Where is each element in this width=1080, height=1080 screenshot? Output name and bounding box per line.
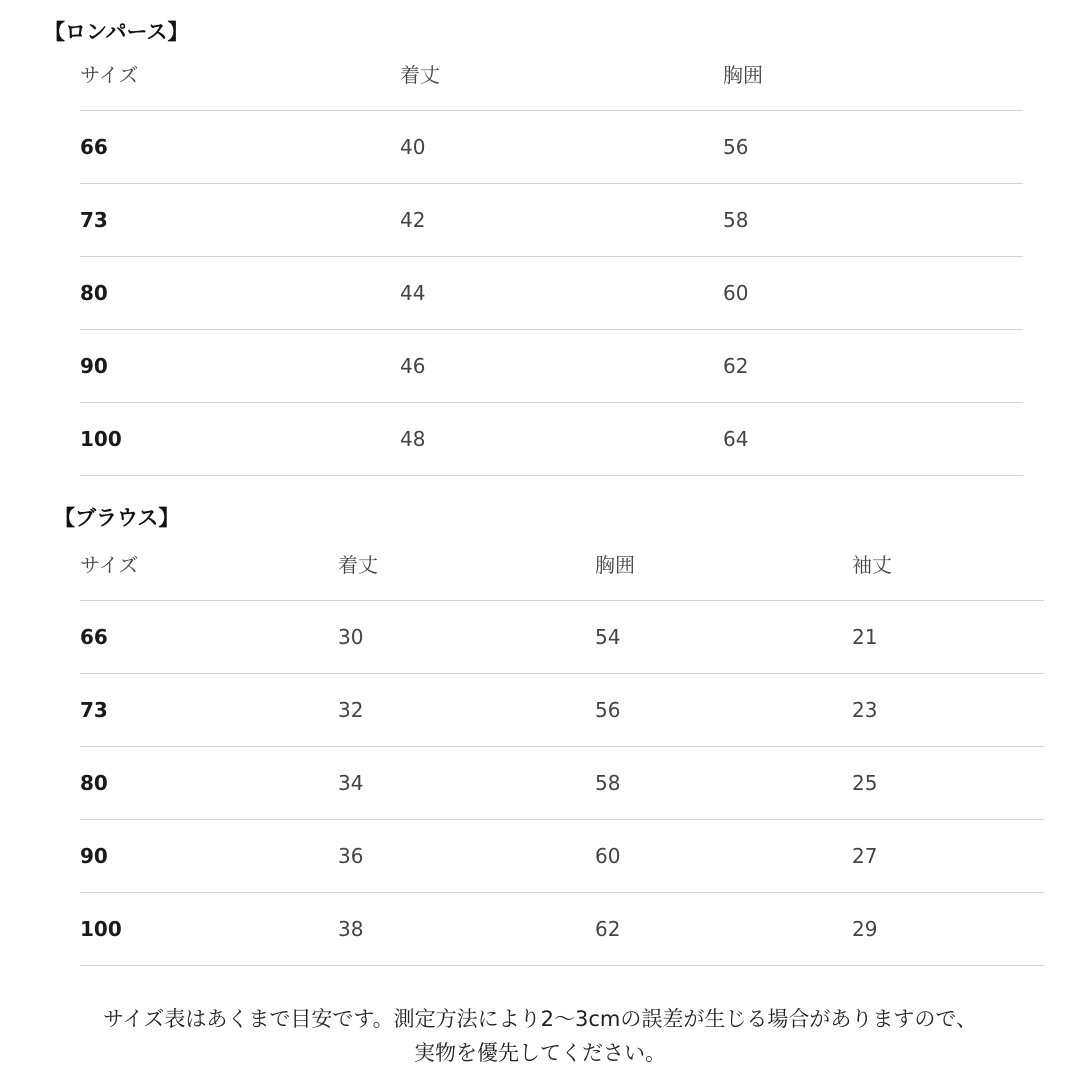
header-length: 着丈 <box>338 552 378 577</box>
sleeve-cell: 29 <box>852 893 1044 966</box>
header-sleeve: 袖丈 <box>852 552 892 577</box>
header-length: 着丈 <box>400 62 440 87</box>
blouse-size-table <box>80 526 1044 966</box>
chest-cell: 54 <box>595 601 852 674</box>
length-cell: 40 <box>400 111 723 184</box>
size-note-line-1: サイズ表はあくまで目安です。測定方法により2〜3cmの誤差が生じる場合がありますので、 <box>103 1007 977 1031</box>
table-header-row <box>80 36 1023 111</box>
sleeve-cell: 21 <box>852 601 1044 674</box>
length-cell: 48 <box>400 403 723 476</box>
table-row <box>80 257 1023 330</box>
romper-section-title: 【ロンパース】 <box>44 20 189 44</box>
table-row <box>80 111 1023 184</box>
table-row <box>80 403 1023 476</box>
sleeve-cell: 23 <box>852 674 1044 747</box>
table-row <box>80 893 1044 966</box>
chest-cell: 58 <box>595 747 852 820</box>
romper-size-table <box>80 36 1023 476</box>
chest-cell: 60 <box>595 820 852 893</box>
length-cell: 46 <box>400 330 723 403</box>
size-cell: 90 <box>80 330 400 403</box>
table-header-row <box>80 526 1044 601</box>
sleeve-cell: 27 <box>852 820 1044 893</box>
length-cell: 42 <box>400 184 723 257</box>
table-row <box>80 747 1044 820</box>
size-note-line-2: 実物を優先してください。 <box>414 1041 666 1065</box>
size-cell: 100 <box>80 893 338 966</box>
chest-cell: 64 <box>723 403 1023 476</box>
blouse-section-title: 【ブラウス】 <box>54 506 180 530</box>
size-cell: 80 <box>80 747 338 820</box>
size-cell: 80 <box>80 257 400 330</box>
chest-cell: 62 <box>723 330 1023 403</box>
table-row <box>80 674 1044 747</box>
length-cell: 44 <box>400 257 723 330</box>
chest-cell: 56 <box>723 111 1023 184</box>
size-cell: 66 <box>80 111 400 184</box>
size-cell: 100 <box>80 403 400 476</box>
size-cell: 73 <box>80 184 400 257</box>
size-cell: 66 <box>80 601 338 674</box>
size-note <box>0 1002 1080 1070</box>
size-cell: 90 <box>80 820 338 893</box>
chest-cell: 56 <box>595 674 852 747</box>
size-cell: 73 <box>80 674 338 747</box>
length-cell: 34 <box>338 747 595 820</box>
length-cell: 38 <box>338 893 595 966</box>
header-size: サイズ <box>80 552 139 577</box>
length-cell: 36 <box>338 820 595 893</box>
header-chest: 胸囲 <box>723 62 763 87</box>
table-row <box>80 601 1044 674</box>
table-row <box>80 330 1023 403</box>
length-cell: 30 <box>338 601 595 674</box>
header-chest: 胸囲 <box>595 552 635 577</box>
chest-cell: 62 <box>595 893 852 966</box>
length-cell: 32 <box>338 674 595 747</box>
chest-cell: 58 <box>723 184 1023 257</box>
header-size: サイズ <box>80 62 139 87</box>
table-row <box>80 184 1023 257</box>
chest-cell: 60 <box>723 257 1023 330</box>
table-row <box>80 820 1044 893</box>
sleeve-cell: 25 <box>852 747 1044 820</box>
